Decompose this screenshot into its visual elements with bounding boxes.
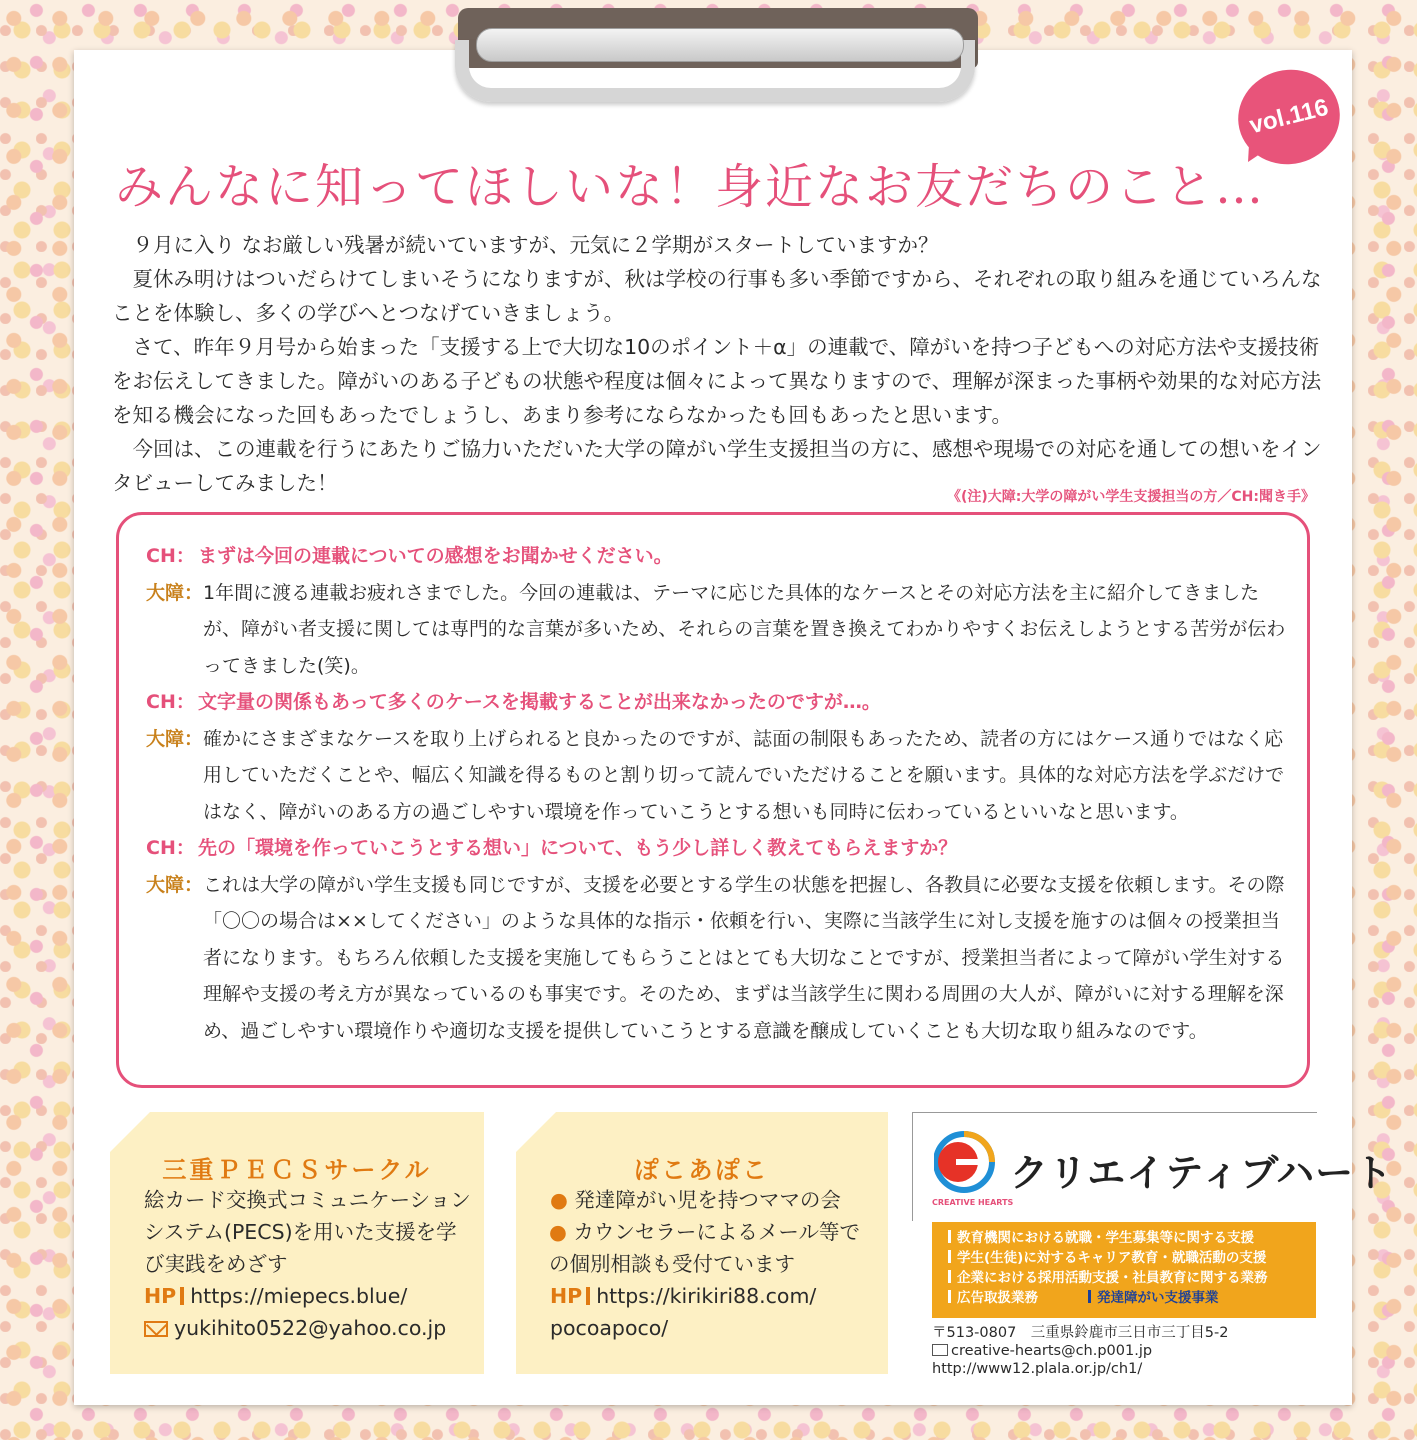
website-link[interactable]: https://kirikiri88.com/ (596, 1284, 817, 1308)
card-body (550, 1184, 876, 1344)
website-link-continued[interactable]: pocoapoco/ (550, 1316, 669, 1340)
bullet-icon: ● (550, 1188, 568, 1212)
service-text: 企業における採用活動支援・社員教育に関する業務 (957, 1270, 1268, 1286)
interview-answer (146, 721, 1291, 831)
company-contact (932, 1324, 1229, 1378)
mail-icon (932, 1344, 948, 1356)
clipboard-bar (476, 28, 964, 62)
intro-paragraph: 夏休み明けはついだらけてしまいそうになりますが、秋は学校の行事も多い季節ですから、それぞれの取り組みを通じていろんなことを体験し、多くの学びへとつなげていきましょう。 (112, 267, 1322, 325)
services-list (932, 1222, 1316, 1318)
interview-answer (146, 867, 1291, 1050)
hp-line (550, 1280, 876, 1312)
service-bullet-icon (948, 1250, 951, 1263)
email-line (144, 1312, 472, 1344)
service-bullet-icon (1088, 1290, 1091, 1303)
mail-icon (144, 1321, 168, 1337)
answer-text: 1年間に渡る連載お疲れさまでした。今回の連載は、テーマに応じた具体的なケースとその対応方法を主に紹介してきましたが、障がい者支援に関しては専門的な言葉が多いため、それらの言葉を置き換えてわかりやすくお伝えしようとする苦労が伝わってきました(笑)。 (203, 581, 1286, 677)
ch-label: CH： (146, 837, 195, 859)
hp-divider (180, 1287, 184, 1305)
bullet-item (549, 1216, 876, 1280)
pocoapoco-card (516, 1112, 888, 1374)
service-item (948, 1228, 1316, 1248)
answer-text: これは大学の障がい学生支援も同じですが、支援を必要とする学生の状態を把握し、各教員に必要な支援を依頼します。その際「〇〇の場合は××してください」のような具体的な指示・依頼を行い、実際に当該学生に対し支援を施すのは個々の授業担当者になります。もちろん依頼した支援を実施してもらうことはとても大切なことですが、授業担当者によって障がい学生対する理解や支援の考え方が異なっているのも事実です。そのため、まずは当該学生に関わる周囲の大人が、障がいに対する理解を深め、過ごしやすい環境作りや適切な支援を提供していこうとする意識を醸成していくことも大切な取り組みなのです。 (203, 873, 1285, 1042)
hp-label: HP (550, 1284, 583, 1308)
service-item (948, 1268, 1316, 1288)
intro-text (112, 228, 1322, 500)
company-name: クリエイティブハート (1010, 1151, 1394, 1195)
email-link[interactable]: yukihito0522@yahoo.co.jp (174, 1316, 447, 1340)
service-text: 教育機関における就職・学生募集等に関する支援 (957, 1230, 1254, 1246)
answer-label: 大障： (146, 581, 204, 604)
intro-paragraph: ９月に入り なお厳しい残暑が続いていますが、元気に２学期がスタートしていますか？ (132, 233, 939, 257)
answer-label: 大障： (146, 727, 204, 750)
intro-paragraph: 今回は、この連載を行うにあたりご協力いただいた大学の障がい学生支援担当の方に、感想や現場での対応を通しての想いをインタビューしてみました！ (112, 437, 1322, 495)
service-item (948, 1288, 1316, 1308)
service-bullet-icon (948, 1290, 951, 1303)
pecs-circle-card (110, 1112, 484, 1374)
card-description: 絵カード交換式コミュニケーションシステム(PECS)を用いた支援を学び実践をめざす (144, 1188, 471, 1276)
hp-divider (586, 1287, 590, 1305)
hp-line (144, 1280, 472, 1312)
company-email-line (932, 1342, 1229, 1360)
interview-question (146, 830, 1291, 867)
service-bullet-icon (948, 1270, 951, 1283)
question-text: 先の「環境を作っていこうとする想い」について、もう少し詳しく教えてもらえますか？ (198, 837, 958, 859)
interview (146, 538, 1291, 1049)
interview-question (146, 684, 1291, 721)
postal-address: 〒513-0807 三重県鈴鹿市三日市三丁目5-2 (932, 1325, 1229, 1341)
interview-answer (146, 575, 1291, 685)
volume-badge: vol.116 (1228, 59, 1350, 175)
company-name-en: CREATIVE HEARTS (932, 1198, 1014, 1207)
bullet-icon: ● (549, 1220, 567, 1244)
bullet-text: カウンセラーによるメール等での個別相談も受付ています (549, 1220, 861, 1276)
hp-label: HP (144, 1284, 177, 1308)
card-corner (110, 1112, 150, 1152)
service-text: 学生(生徒)に対するキャリア教育・就職活動の支援 (957, 1250, 1267, 1266)
bullet-text: 発達障がい児を持つママの会 (574, 1188, 841, 1212)
interview-question (146, 538, 1291, 575)
company-block (912, 1112, 1394, 1377)
abbreviation-note: 《(注)大障:大学の障がい学生支援担当の方／CH:聞き手》 (947, 489, 1315, 505)
creative-hearts-logo-icon (934, 1130, 998, 1194)
answer-label: 大障： (146, 873, 204, 896)
service-bullet-icon (948, 1230, 951, 1243)
card-corner (516, 1112, 556, 1152)
bullet-item (550, 1184, 876, 1216)
company-url[interactable]: http://www12.plala.or.jp/ch1/ (932, 1361, 1143, 1377)
service-text: 広告取扱業務 (957, 1290, 1038, 1306)
intro-paragraph: さて、昨年９月号から始まった「支援する上で大切な10のポイント＋α」の連載で、障がいを持つ子どもへの対応方法や支援技術をお伝えしてきました。障がいのある子どもの状態や程度は個々によって異なりますので、理解が深まった事柄や効果的な対応方法を知る機会になった回もあったでしょうし、あまり参考にならなかったも回もあったと思います。 (112, 335, 1322, 427)
website-link[interactable]: https://miepecs.blue/ (190, 1284, 408, 1308)
ch-label: CH： (146, 691, 195, 713)
card-title: ぽこあぽこ (634, 1156, 770, 1184)
company-email[interactable]: creative-hearts@ch.p001.jp (951, 1343, 1153, 1359)
card-body (144, 1184, 472, 1344)
ch-label: CH： (146, 545, 195, 567)
question-text: まずは今回の連載についての感想をお聞かせください。 (198, 545, 673, 567)
answer-text: 確かにさまざまなケースを取り上げられると良かったのですが、誌面の制限もあったため、読者の方にはケース通りではなく応用していただくことや、幅広く知識を得るものと割り切って読んでいただけることを願います。具体的な対応方法を学ぶだけではなく、障がいのある方の過ごしやすい環境を作っていこうとする想いも同時に伝わっているといいなと思います。 (203, 727, 1285, 823)
card-title: 三重ＰＥＣＳサークル (162, 1156, 432, 1184)
service-item (948, 1248, 1316, 1268)
question-text: 文字量の関係もあって多くのケースを掲載することが出来なかったのですが…。 (198, 691, 881, 713)
service-highlight-text: 発達障がい支援事業 (1097, 1290, 1219, 1306)
page-title: みんなに知ってほしいな！身近なお友だちのこと… (115, 159, 1266, 215)
